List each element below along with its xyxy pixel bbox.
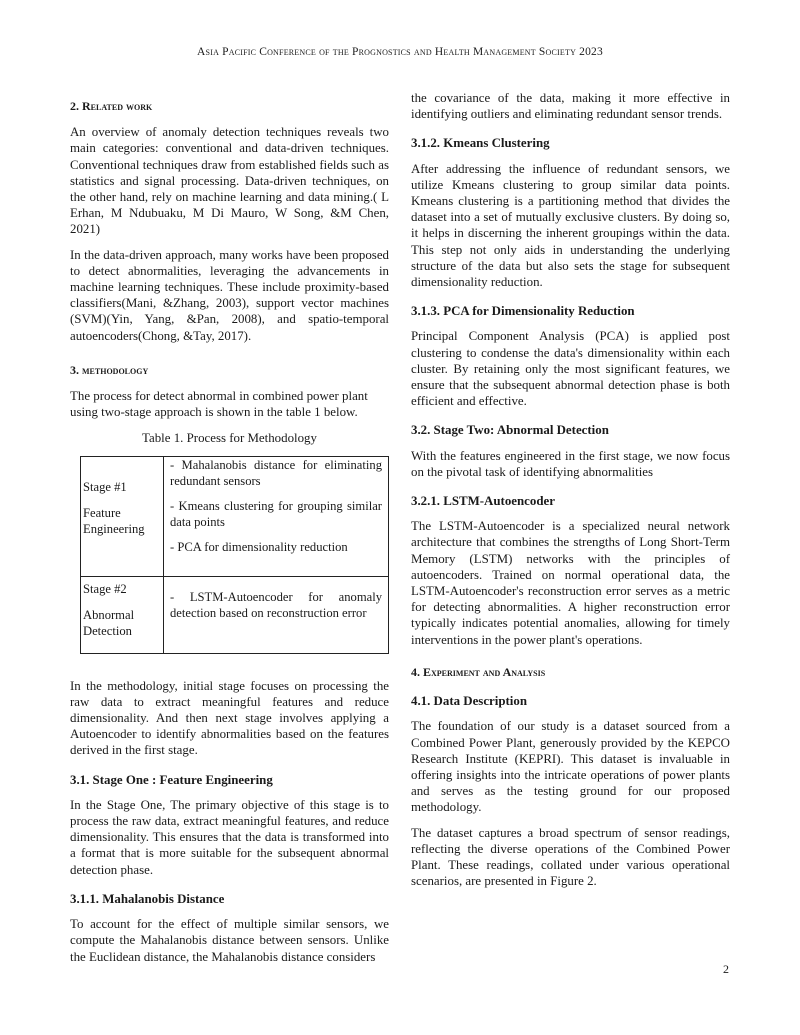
section-heading-related-work xyxy=(70,98,389,114)
paragraph: With the features engineered in the first stage, we now focus on the pivotal task of identifying abnormalities xyxy=(411,448,730,479)
table-row xyxy=(81,456,389,576)
table-row xyxy=(81,576,389,653)
subsection-heading-stage-one: 3.1. Stage One : Feature Engineering xyxy=(70,772,273,787)
methodology-table xyxy=(80,456,389,654)
subsection-heading-stage-two: 3.2. Stage Two: Abnormal Detection xyxy=(411,423,609,438)
subsection-heading-data-description: 4.1. Data Description xyxy=(411,694,528,709)
paragraph: The foundation of our study is a dataset sourced from a Combined Power Plant, generously provided by the KEPCO Research Institute (KEPRI). This dataset is invaluable in offering insights into the intricate operations of power plants and serves as the testing ground for our proposed methodology. xyxy=(411,719,730,815)
section-title: Experiment and Analysis xyxy=(423,664,546,679)
right-column xyxy=(411,92,730,898)
section-number: 3. xyxy=(70,362,79,377)
section-number: 2. xyxy=(70,99,79,113)
section-heading-methodology xyxy=(70,362,389,378)
section-number: 4. xyxy=(411,664,420,679)
table-item: - Kmeans clustering for grouping similar data points xyxy=(170,498,382,529)
paragraph: Principal Component Analysis (PCA) is applied post clustering to condense the data's dimensionality within each cluster. By retaining only the most significant features, we ensure that the subsequent abnormal detection phase is both efficient and effective. xyxy=(411,329,730,409)
section-title: methodology xyxy=(82,362,149,377)
subsection-heading-mahalanobis: 3.1.1. Mahalanobis Distance xyxy=(70,891,225,906)
paragraph: In the data-driven approach, many works have been proposed to detect abnormalities, leveraging the advancements in machine learning techniques. These include proximity-based classifiers(Mani, &Zhang, 2003), support vector machines (SVM)(Yin, Yang, &Pan, 2008), and spatio-temporal autoencoders(Chong, &Tay, 2017). xyxy=(70,247,389,343)
paragraph: The dataset captures a broad spectrum of sensor readings, reflecting the diverse operations of the Combined Power Plant. These readings, collated under various operational scenarios, are presented in Figure 2. xyxy=(411,825,730,889)
paragraph: The LSTM-Autoencoder is a specialized neural network architecture that combines the strengths of Long Short-Term Memory (LSTM) networks with the principles of autoencoders. Trained on normal operational data, the LSTM-Autoencoder's reconstruction error serves as a metric for detecting abnormalities. A higher reconstruction error typically indicates potential anomalies, allowing for timely interventions in the power plant's operations. xyxy=(411,519,730,647)
left-column xyxy=(70,92,389,974)
paragraph: The process for detect abnormal in combined power plant using two-stage approach is shown in the table 1 below. xyxy=(70,389,368,420)
table-item: - Mahalanobis distance for eliminating redundant sensors xyxy=(170,457,382,488)
subsection-heading-pca: 3.1.3. PCA for Dimensionality Reduction xyxy=(411,304,635,319)
table-item: - LSTM-Autoencoder for anomaly detection based on reconstruction error xyxy=(170,589,382,620)
stage-name: Abnormal Detection xyxy=(83,607,135,638)
stage-label: Stage #1 xyxy=(83,479,127,494)
table-cell-description xyxy=(164,576,389,653)
paragraph: In the methodology, initial stage focuses on processing the raw data to extract meaningful features and reduce dimensionality. And then next stage involves applying a Autoencoder to identify abnormalities based on the features derived in the first stage. xyxy=(70,678,389,758)
table-item: - PCA for dimensionality reduction xyxy=(170,539,348,554)
running-header: Asia Pacific Conference of the Prognostics and Health Management Society 2023 xyxy=(197,46,603,58)
page-number: 2 xyxy=(723,962,729,976)
stage-label: Stage #2 xyxy=(83,581,127,596)
table-cell-description xyxy=(164,456,389,576)
table-cell-stage xyxy=(81,456,164,576)
stage-name: Feature Engineering xyxy=(83,505,145,536)
paragraph: the covariance of the data, making it more effective in identifying outliers and eliminating redundant sensor trends. xyxy=(411,91,730,122)
paragraph: In the Stage One, The primary objective of this stage is to process the raw data, extract meaningful features, and reduce dimensionality. This ensures that the data is transformed into a format that is more suitable for the subsequent abnormal detection phase. xyxy=(70,797,389,877)
paragraph: An overview of anomaly detection techniques reveals two main categories: conventional and data-driven techniques. Conventional techniques draw from established fields such as statistics and signal processing. Data-driven techniques, on the other hand, rely on machine learning and data mining.( L Erhan, M Ndubuaku, M Di Mauro, W Song, &M Chen, 2021) xyxy=(70,125,389,237)
section-heading-experiment xyxy=(411,664,730,680)
subsection-heading-lstm: 3.2.1. LSTM-Autoencoder xyxy=(411,494,555,509)
subsection-heading-kmeans: 3.1.2. Kmeans Clustering xyxy=(411,136,550,151)
paragraph: After addressing the influence of redundant sensors, we utilize Kmeans clustering to group similar data points. Kmeans clustering is a partitioning method that divides the dataset into a set of mutually exclusive clusters. By doing so, it helps in discerning the inherent groupings within the data. This step not only aids in understanding the underlying structure of the data but also sets the stage for subsequent dimensionality reduction. xyxy=(411,161,730,290)
paragraph: To account for the effect of multiple similar sensors, we compute the Mahalanobis distance between sensors. Unlike the Euclidean distance, the Mahalanobis distance considers xyxy=(70,917,389,964)
table-caption: Table 1. Process for Methodology xyxy=(142,431,317,446)
table-cell-stage xyxy=(81,576,164,653)
section-title: Related work xyxy=(82,99,153,113)
